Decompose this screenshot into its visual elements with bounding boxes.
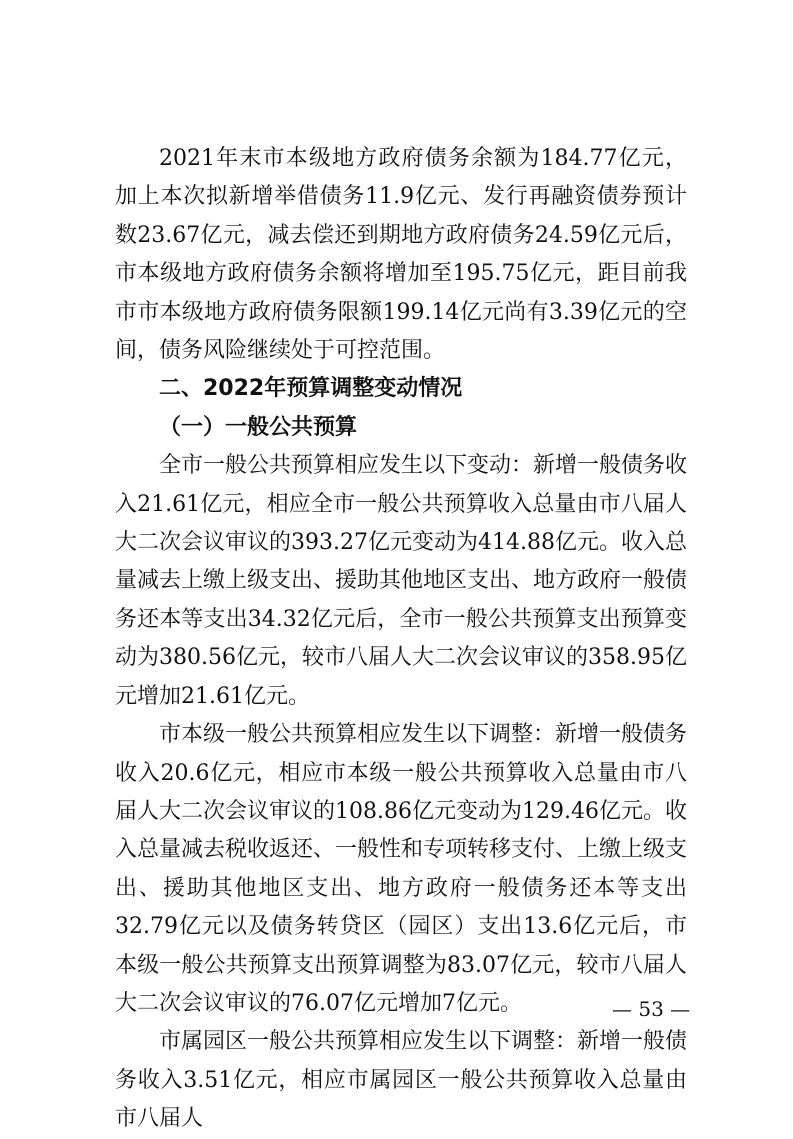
paragraph-debt-balance: 2021年末市本级地方政府债务余额为184.77亿元，加上本次拟新增举借债务11.9亿元、发行再融资债券预计数23.67亿元，减去偿还到期地方政府债务24.59亿元后，市本级地方政府债务余额将增加至195.75亿元，距目前我市市本级地方政府债务限额199.14亿元尚有3.39亿元的空间，债务风险继续处于可控范围。 <box>115 146 687 364</box>
subsection-heading: （一）一般公共预算 <box>159 414 358 440</box>
page-number: — 53 — <box>612 997 691 1021</box>
paragraph-city-budget: 全市一般公共预算相应发生以下变动：新增一般债务收入21.61亿元，相应全市一般公共预算收入总量由市八届人大二次会议审议的393.27亿元变动为414.88亿元。收入总量减去上缴上级支出、援助其他地区支出、地方政府一般债务还本等支出34.32亿元后，全市一般公共预算支出预算变动为380.56亿元，较市八届人大二次会议审议的358.95亿元增加21.61亿元。 <box>115 453 688 709</box>
paragraph-park-budget: 市属园区一般公共预算相应发生以下调整：新增一般债务收入3.51亿元，相应市属园区一般公共预算收入总量由市八届人 <box>115 1029 688 1132</box>
paragraph-municipal-budget: 市本级一般公共预算相应发生以下调整：新增一般债务收入20.6亿元，相应市本级一般公共预算收入总量由市八届人大二次会议审议的108.86亿元变动为129.46亿元。收入总量减去税收返还、一般性和专项转移支付、上缴上级支出、援助其他地区支出、地方政府一般债务还本等支出32.79亿元以及债务转贷区（园区）支出13.6亿元后，市本级一般公共预算支出预算调整为83.07亿元，较市八届人大二次会议审议的76.07亿元增加7亿元。 <box>115 722 688 1016</box>
section-heading: 二、2022年预算调整变动情况 <box>159 376 463 402</box>
body-text <box>115 140 687 1139</box>
